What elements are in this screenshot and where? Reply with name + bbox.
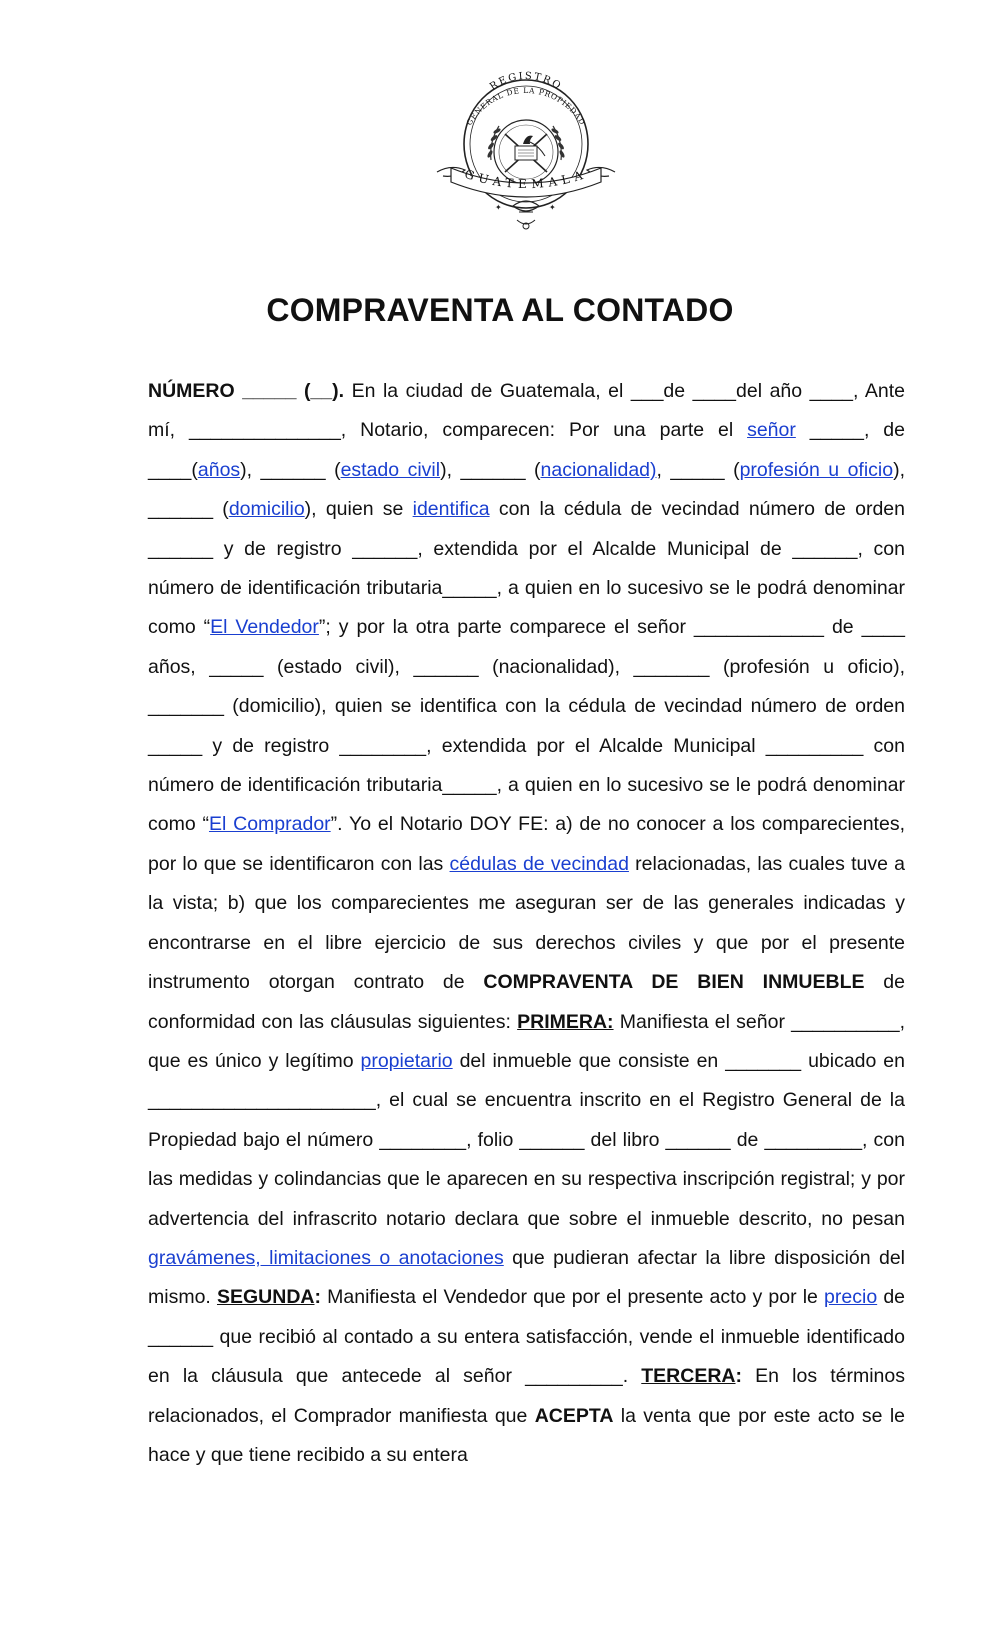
- text-segment: ), ______ (: [148, 458, 906, 521]
- inline-link[interactable]: propietario: [360, 1049, 453, 1072]
- text-segment: que pudieran afectar la libre disposición del mismo.: [148, 1246, 906, 1309]
- text-segment: con la cédula de vecindad número de orden ______ y de registro ______, extendida por el Alcalde Municipal de ______, con número de identificación tributaria_____, a quien en lo sucesivo se le podrá denominar como “: [148, 498, 905, 639]
- text-segment: de ______ que recibió al contado a su entera satisfacción, vende el inmueble identificado en la cláusula que antecede al señor _________.: [148, 1286, 906, 1388]
- document-title: COMPRAVENTA AL CONTADO: [266, 292, 734, 328]
- text-segment: Manifiesta el Vendedor que por el presente acto y por le: [321, 1286, 825, 1309]
- svg-text:GENERAL DE LA PROPIEDAD: [465, 86, 588, 127]
- clause-heading: SEGUNDA: [216, 1286, 315, 1309]
- inline-link[interactable]: precio: [824, 1286, 878, 1309]
- text-segment: del inmueble que consiste en _______ ubicado en _____________________, el cual se encuentra inscrito en el Registro General de la Propiedad bajo el número ________, folio ______ del libro ______ de _________, con las medidas y colindancias que le aparecen en su respectiva inscripción registral; y por advertencia del infrascrito notario declara que sobre el inmueble descrito, no pesan: [148, 1049, 906, 1230]
- bold-text: :: [735, 1365, 743, 1388]
- text-segment: de conformidad con las cláusulas siguientes:: [148, 971, 905, 1033]
- text-segment: ), ______ (: [440, 458, 541, 481]
- inline-link[interactable]: profesión u oficio: [739, 458, 894, 481]
- bold-text: :: [314, 1286, 321, 1309]
- inline-link[interactable]: años: [197, 458, 241, 481]
- clause-heading: TERCERA: [641, 1365, 736, 1388]
- inline-link[interactable]: gravámenes, limitaciones o anotaciones: [148, 1246, 504, 1269]
- text-segment: la venta que por este acto se le hace y que tiene recibido a su entera: [148, 1404, 906, 1466]
- bold-text: COMPRAVENTA DE BIEN INMUEBLE: [483, 971, 865, 994]
- bold-text: ACEPTA: [534, 1404, 614, 1427]
- text-segment: _____, de ____(: [148, 419, 905, 481]
- clause-heading: PRIMERA:: [517, 1010, 614, 1033]
- bold-text: NÚMERO _____ (__).: [148, 380, 345, 402]
- svg-text:✦: ✦: [495, 203, 502, 212]
- text-segment: relacionadas, las cuales tuve a la vista; b) que los comparecientes me aseguran ser de las generales indicadas y encontrarse en el libre ejercicio de sus derechos civiles y que por el presente instrumento otorgan contrato de: [148, 852, 906, 994]
- text-segment: , _____ (: [656, 458, 740, 481]
- inline-link[interactable]: nacionalidad): [540, 458, 657, 481]
- text-segment: ), ______ (: [240, 458, 341, 481]
- inline-link[interactable]: El Vendedor: [210, 616, 319, 639]
- registro-seal-logo: [433, 60, 619, 238]
- text-segment: ”. Yo el Notario DOY FE: a) de no conocer a los comparecientes, por lo que se identificaron con las: [148, 813, 905, 875]
- text-segment: En los términos relacionados, el Comprador manifiesta que: [148, 1365, 905, 1427]
- inline-link[interactable]: cédulas de vecindad: [449, 852, 629, 875]
- text-segment: Manifiesta el señor __________, que es único y legítimo: [148, 1010, 905, 1072]
- seal-bottom-text: GUATEMALA: [462, 166, 590, 192]
- inline-link[interactable]: domicilio: [228, 498, 305, 521]
- inline-link[interactable]: El Comprador: [208, 813, 331, 836]
- seal-arc-top: REGISTRO: [488, 70, 564, 93]
- seal-arc-inner: GENERAL DE LA PROPIEDAD: [464, 85, 588, 127]
- text-segment: ), quien se: [304, 498, 413, 521]
- inline-link[interactable]: estado civil: [340, 458, 441, 481]
- inline-link[interactable]: identifica: [412, 498, 490, 521]
- contract-body-text: [148, 372, 905, 1475]
- text-segment: En la ciudad de Guatemala, el ___de ____del año ____, Ante mí, ______________, Notario, comparecen: Por una parte el: [148, 380, 905, 442]
- svg-text:✦: ✦: [549, 203, 556, 212]
- inline-link[interactable]: señor: [747, 419, 796, 442]
- text-segment: ”; y por la otra parte comparece el señor ____________ de ____ años, _____ (estado civil), ______ (nacionalidad), _______ (profesión u oficio), _______ (domicilio), quien se identifica con la cédula de vecindad número de orden _____ y de registro ________, extendida por el Alcalde Municipal _________ con número de identificación tributaria_____, a quien en lo sucesivo se le podrá denominar como “: [148, 616, 905, 836]
